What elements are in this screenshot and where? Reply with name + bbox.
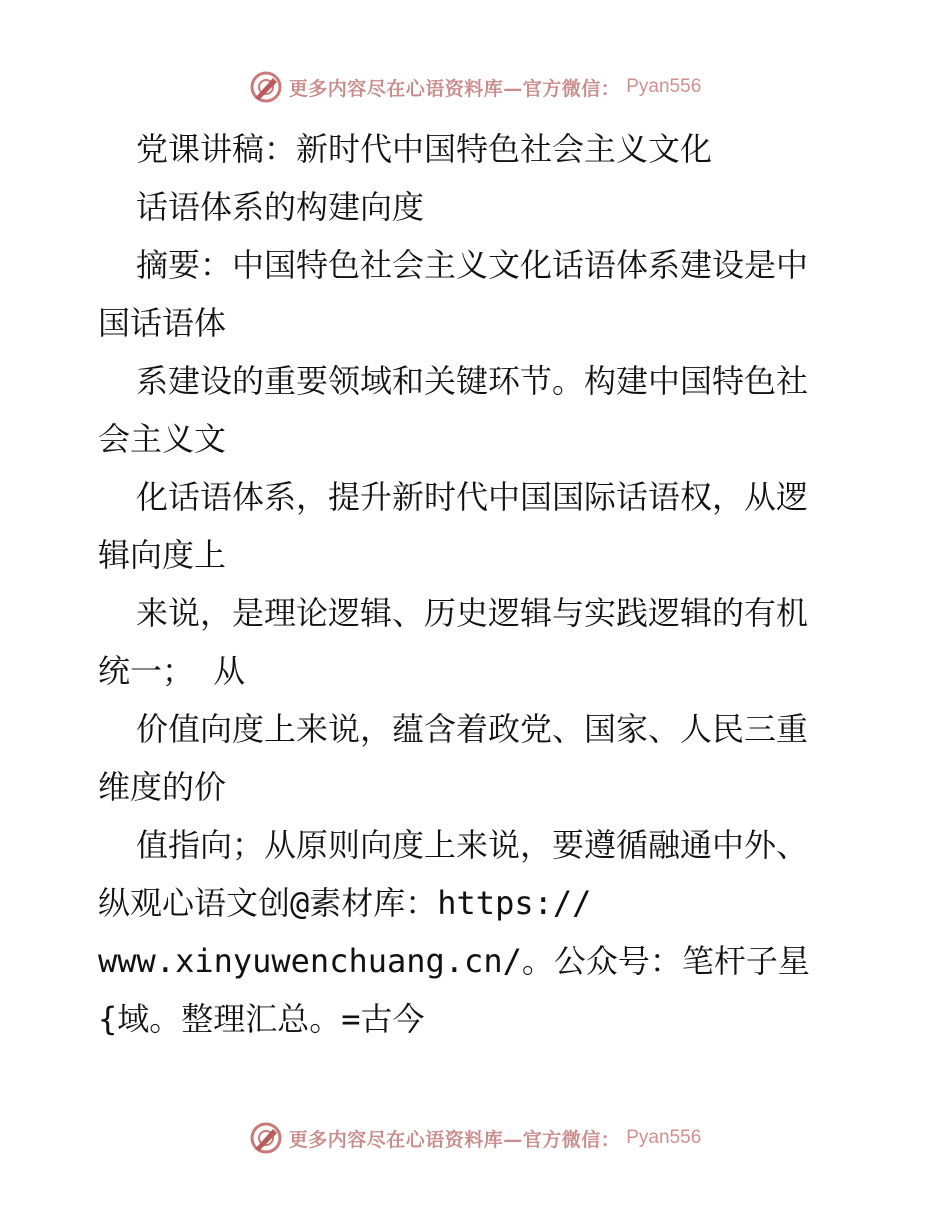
doc-line: 国话语体 [98, 304, 227, 342]
doc-line: 辑向度上 [98, 536, 227, 574]
banner-wechat-id: Pyan556 [626, 76, 702, 97]
doc-line: 化话语体系，提升新时代中国国际话语权，从逻 [136, 478, 809, 516]
banner-wechat-id: Pyan556 [626, 1127, 702, 1148]
banner-text: 更多内容尽在心语资料库—官方微信： [288, 1128, 621, 1151]
document-body [98, 124, 858, 1052]
header-watermark-banner [0, 70, 950, 104]
doc-line: 话语体系的构建向度 [136, 188, 425, 226]
doc-line: 价值向度上来说，蕴含着政党、国家、人民三重 [136, 710, 809, 748]
doc-line: 系建设的重要领域和关键环节。构建中国特色社 [136, 362, 809, 400]
doc-line: 摘要：中国特色社会主义文化话语体系建设是中 [136, 246, 809, 284]
pen-logo-icon [249, 70, 283, 104]
doc-line: 会主义文 [98, 420, 227, 458]
doc-line: 来说，是理论逻辑、历史逻辑与实践逻辑的有机 [136, 594, 809, 632]
doc-line: {域。整理汇总。=古今 [98, 1000, 425, 1038]
doc-line: www.xinyuwenchuang.cn/。公众号：笔杆子星 [98, 942, 810, 980]
footer-watermark-banner [0, 1121, 950, 1155]
doc-line: 统一； 从 [98, 652, 246, 690]
banner-text: 更多内容尽在心语资料库—官方微信： [288, 77, 621, 100]
doc-line: 纵观心语文创@素材库：https:// [98, 884, 592, 922]
pen-logo-icon [249, 1121, 283, 1155]
doc-line: 值指向；从原则向度上来说，要遵循融通中外、 [136, 826, 809, 864]
doc-line: 维度的价 [98, 768, 227, 806]
doc-line: 党课讲稿：新时代中国特色社会主义文化 [136, 130, 713, 168]
